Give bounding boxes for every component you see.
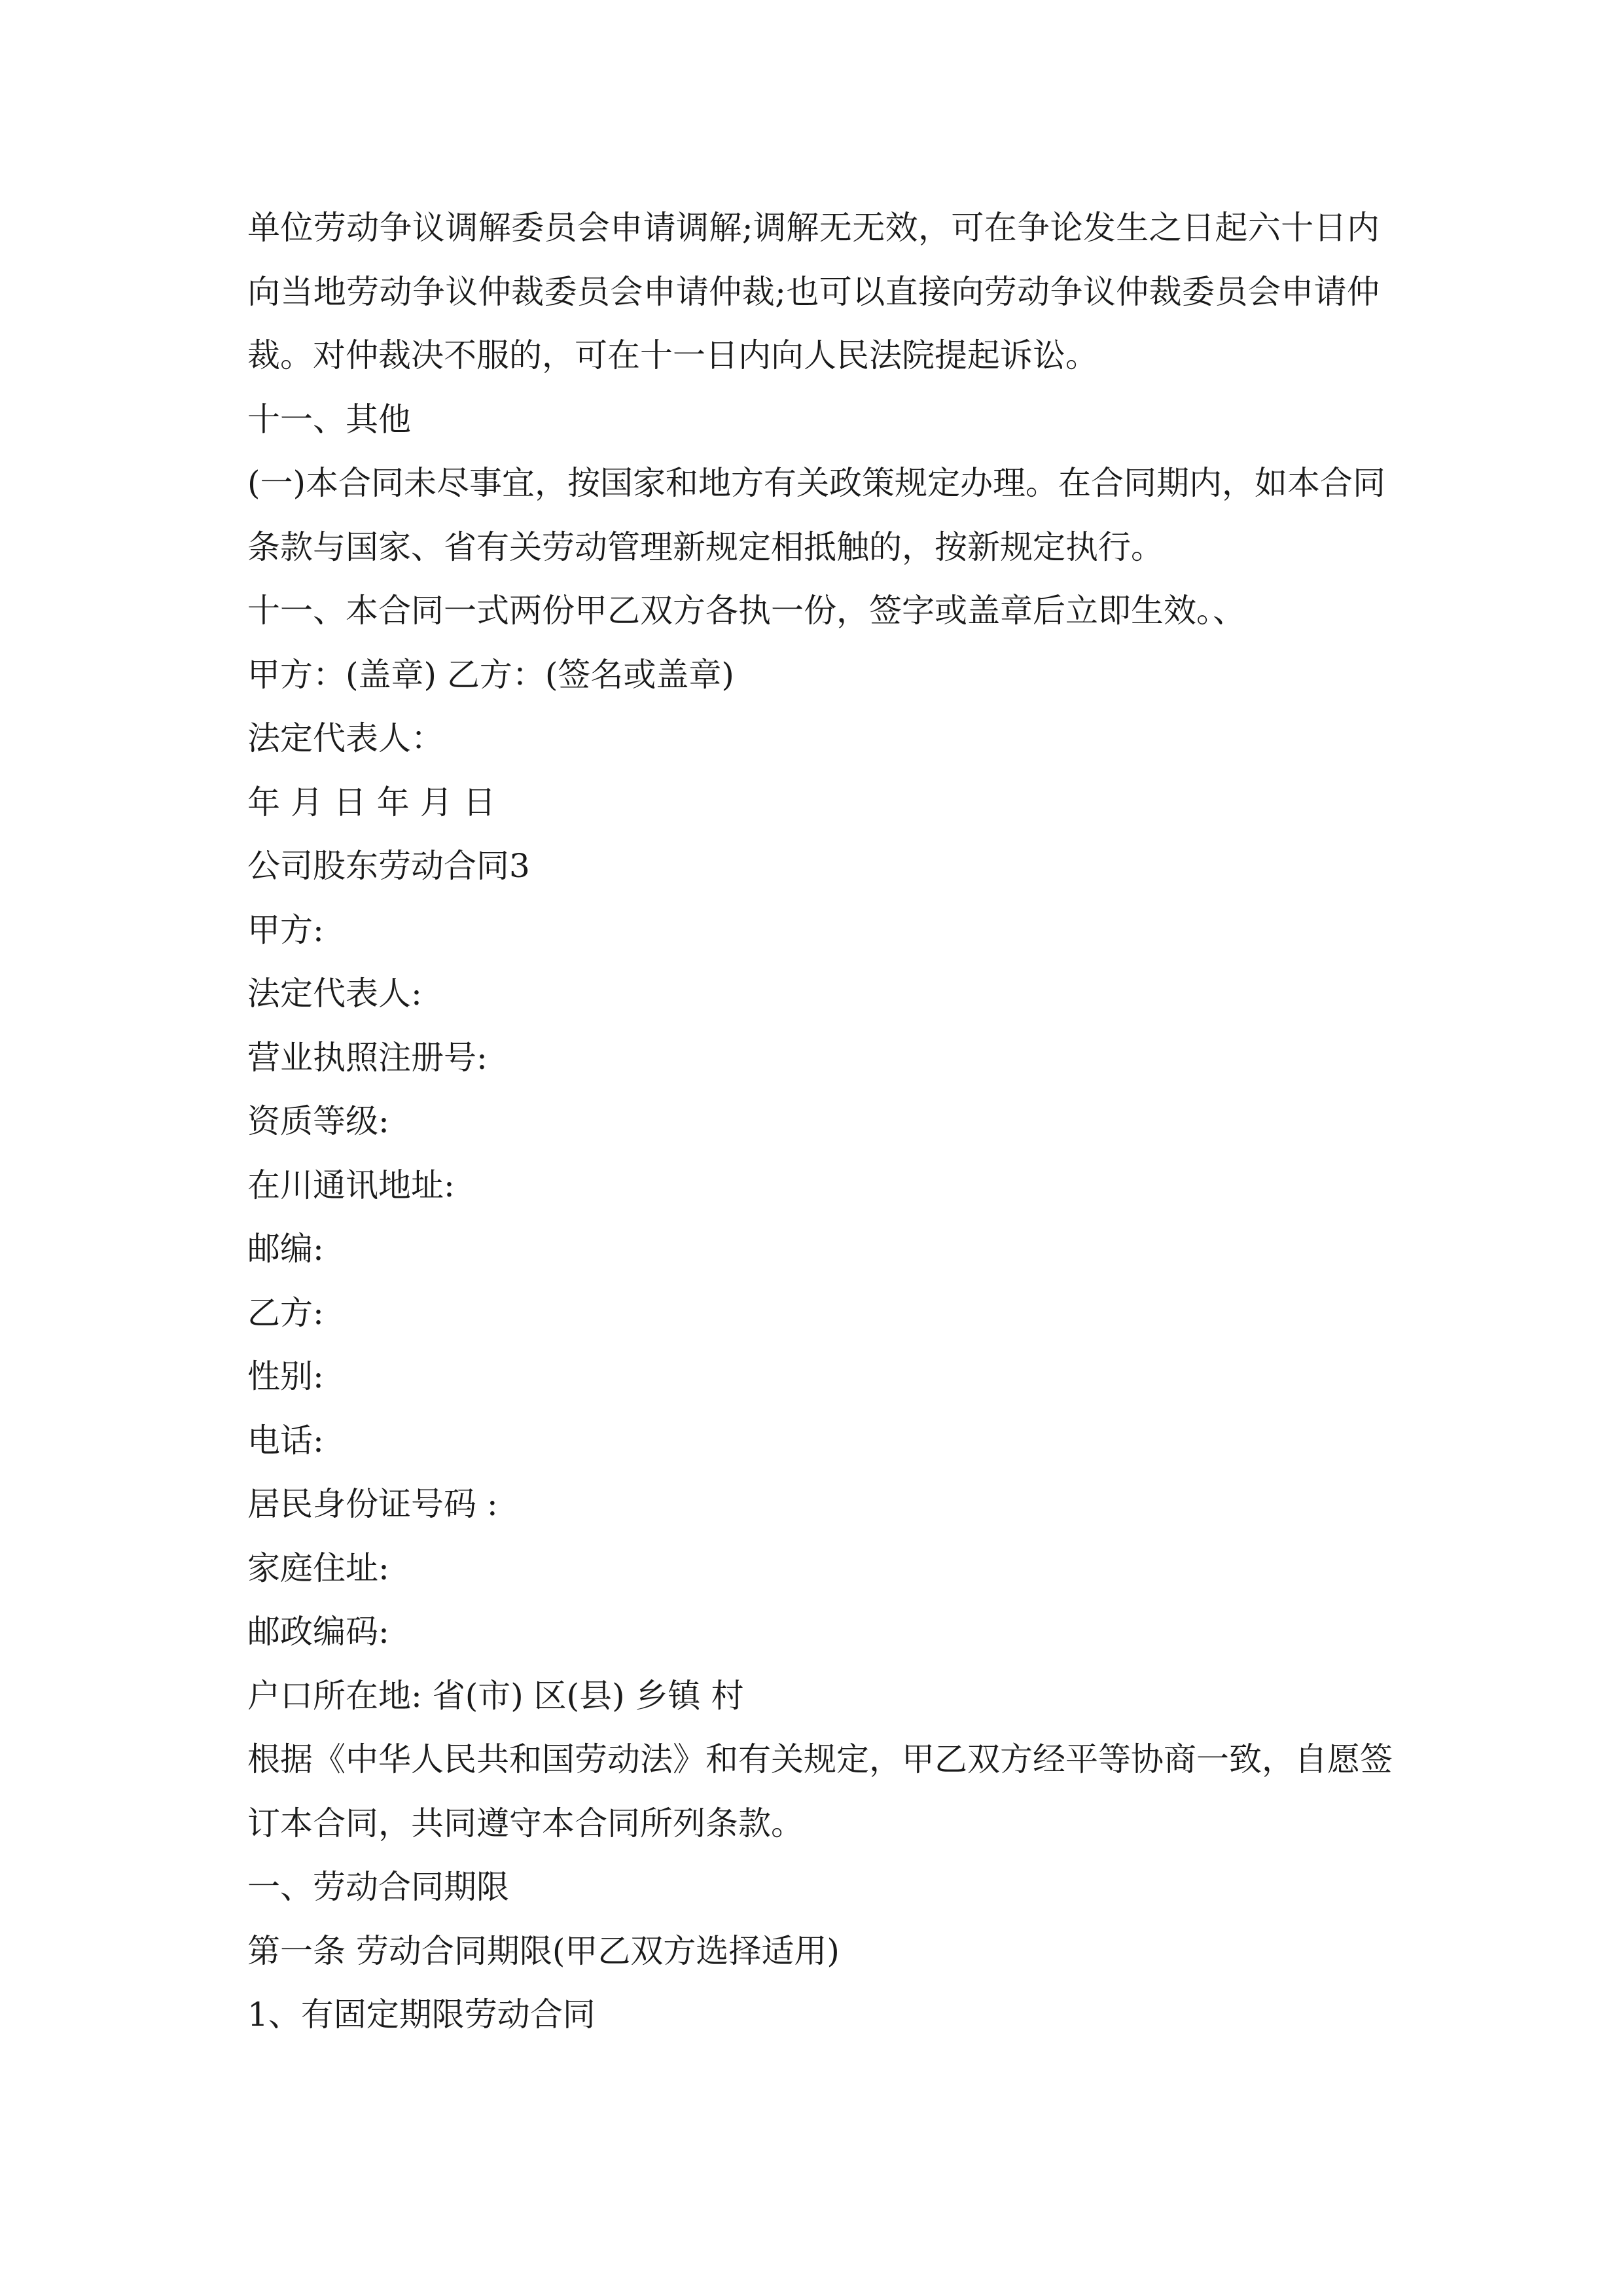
paragraph-line: 十一、本合同一式两份甲乙双方各执一份，签字或盖章后立即生效。、 <box>247 592 1245 630</box>
household-registration-field: 户口所在地: 省(市) 区(县) 乡镇 村 <box>247 1676 744 1715</box>
paragraph-line: 条款与国家、省有关劳动管理新规定相抵触的，按新规定执行。 <box>247 528 1164 566</box>
list-item: 1、有固定期限劳动合同 <box>247 1996 596 2034</box>
signature-parties: 甲方：(盖章) 乙方：(签名或盖章) <box>247 655 734 694</box>
postal-code-field: 邮政编码: <box>247 1613 389 1651</box>
paragraph-line: 单位劳动争议调解委员会申请调解;调解无无效，可在争论发生之日起六十日内 <box>247 209 1380 247</box>
paragraph-line: 根据《中华人民共和国劳动法》和有关规定，甲乙双方经平等协商一致，自愿签 <box>247 1740 1393 1778</box>
document-title: 公司股东劳动合同3 <box>247 847 530 885</box>
article-heading: 第一条 劳动合同期限(甲乙双方选择适用) <box>247 1931 840 1970</box>
legal-representative-label: 法定代表人： <box>247 719 444 757</box>
document-body <box>247 196 1393 2047</box>
party-b-label: 乙方: <box>247 1293 324 1332</box>
id-number-field: 居民身份证号码 : <box>247 1485 498 1523</box>
home-address-field: 家庭住址: <box>247 1549 389 1587</box>
phone-field: 电话: <box>247 1421 324 1460</box>
section-heading: 一、劳动合同期限 <box>247 1868 509 1906</box>
paragraph-line: (一)本合同未尽事宜，按国家和地方有关政策规定办理。在合同期内，如本合同 <box>247 464 1386 502</box>
paragraph-line: 向当地劳动争议仲裁委员会申请仲裁;也可以直接向劳动争议仲裁委员会申请仲 <box>247 272 1380 311</box>
gender-field: 性别: <box>247 1357 324 1395</box>
legal-representative-field: 法定代表人: <box>247 975 422 1013</box>
date-line: 年 月 日 年 月 日 <box>247 783 496 821</box>
paragraph-line: 订本合同，共同遵守本合同所列条款。 <box>247 1804 804 1842</box>
section-heading: 十一、其他 <box>247 400 411 439</box>
qualification-field: 资质等级: <box>247 1102 389 1140</box>
party-a-label: 甲方: <box>247 910 324 949</box>
paragraph-line: 裁。对仲裁决不服的，可在十一日内向人民法院提起诉讼。 <box>247 336 1098 374</box>
license-number-field: 营业执照注册号: <box>247 1038 488 1077</box>
address-field: 在川通讯地址: <box>247 1166 455 1204</box>
postcode-field: 邮编: <box>247 1230 324 1268</box>
